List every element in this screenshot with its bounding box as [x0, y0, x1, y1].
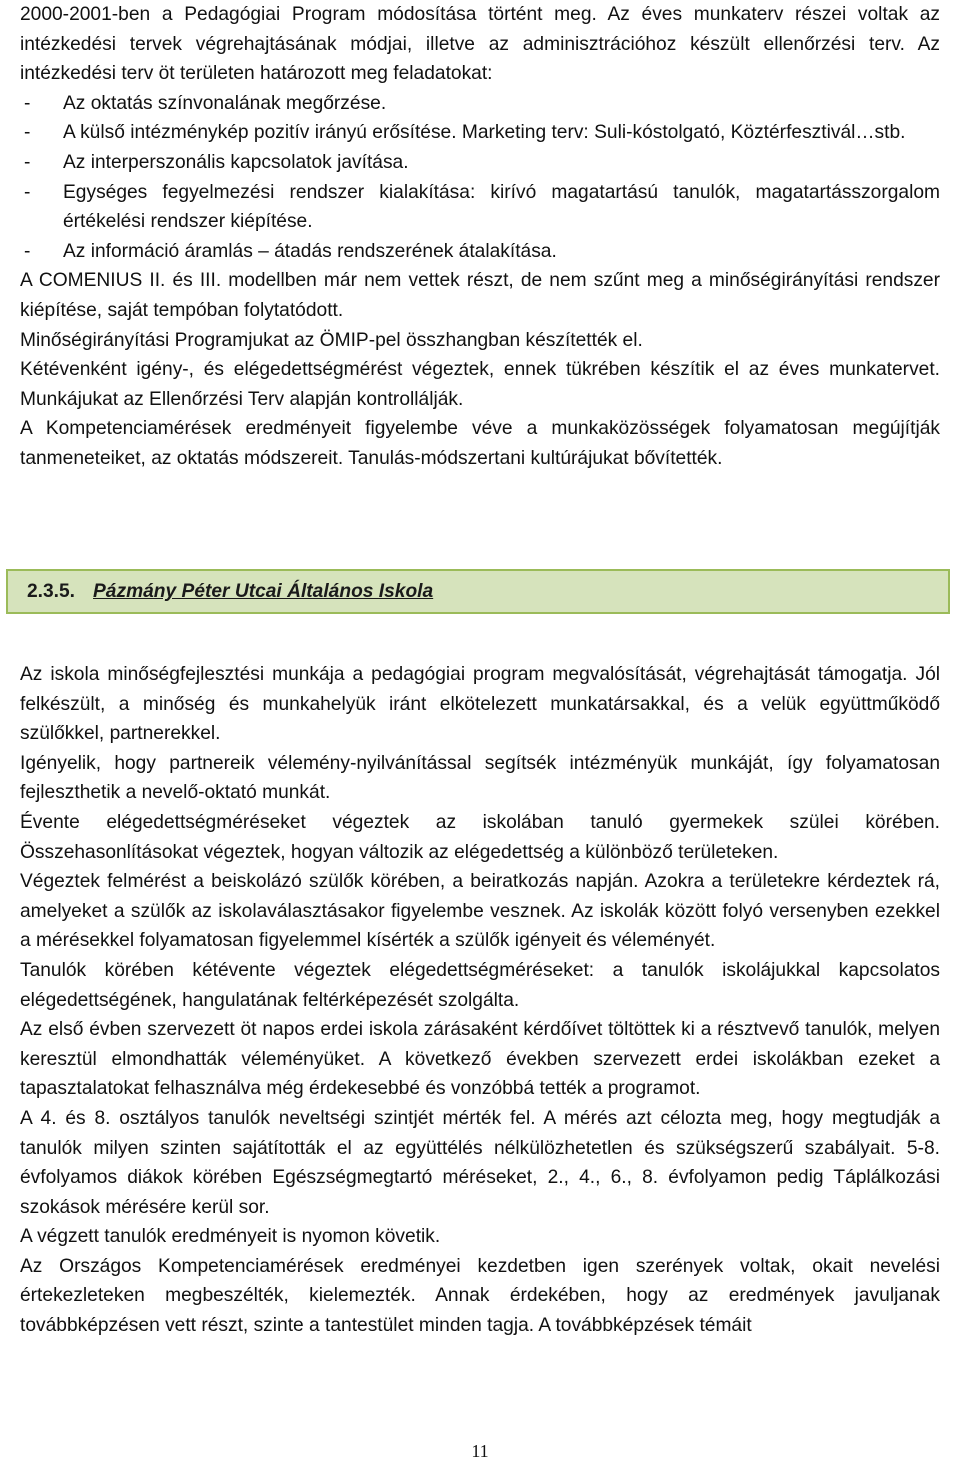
paragraph: Tanulók körében kétévente végeztek elégedettségméréseket: a tanulók iskolájukkal kapcsolatos elégedettségének, hangulatának feltérképezését szolgálta.: [20, 959, 940, 1011]
dash-bullet: -: [24, 181, 31, 203]
paragraph: Az első évben szervezett öt napos erdei iskola zárásaként kérdőívet töltöttek ki a résztvevő tanulók, melyen keresztül elmondhatták véleményüket. A következő években szervezett erdei iskolákban ezeket a tapasztalatokat felhasználva még érdekesebbé és vonzóbbá tették a programot.: [20, 1019, 940, 1100]
section-number: 2.3.5.: [27, 581, 76, 602]
paragraph: A Kompetenciamérések eredményeit figyelembe véve a munkaközösségek folyamatosan megújítják tanmeneteiket, az oktatás módszereit. Tanulás-módszertani kultúrájukat bővítették.: [20, 418, 940, 469]
list-item-text: A külső intézménykép pozitív irányú erősítése. Marketing terv: Suli-kóstolgató, Köztérfesztivál…stb.: [63, 122, 906, 144]
paragraph: Végeztek felmérést a beiskolázó szülők körében, a beiratkozás napján. Azokra a területekre kérdeztek rá, amelyeket a szülők az iskolaválasztásakor figyelembe vesznek. Az iskolák között folyó versenyben ezekkel a mérésekkel folyamatosan figyelemmel kísérték a szülők igényeit és véleményét.: [20, 871, 940, 952]
section-heading: [6, 569, 950, 614]
page-number: 11: [471, 1441, 489, 1461]
list-item-text: Az oktatás színvonalának megőrzése.: [63, 92, 387, 114]
paragraph: Az Országos Kompetenciamérések eredményei kezdetben igen szerények voltak, okait nevelési értekezleteken megbeszélték, kielemezték. Annak érdekében, hogy az eredmények javuljanak továbbképzésen vett részt, szinte a tantestület minden tagja. A továbbképzések témáit: [20, 1255, 940, 1337]
paragraph: A COMENIUS II. és III. modellben már nem vettek részt, de nem szűnt meg a minőségirányítási rendszer kiépítése, saját tempóban folytatódott.: [20, 270, 940, 321]
paragraph: Minőségirányítási Programjukat az ÖMIP-pel összhangban készítették el.: [20, 329, 643, 351]
list-item: [20, 89, 940, 119]
body-text-block: [20, 660, 940, 1341]
dash-bullet: -: [24, 151, 31, 173]
list-item-text: Az interperszonális kapcsolatok javítása.: [63, 151, 409, 173]
list-item: [20, 118, 940, 148]
list-item: [20, 148, 940, 178]
list-item-text: Egységes fegyelmezési rendszer kialakítása: kirívó magatartású tanulók, magatartásszorgalom értékelési rendszer kiépítése.: [63, 181, 940, 233]
paragraph: Kétévenként igény-, és elégedettségmérést végeztek, ennek tükrében készítik el az éves munkatervet. Munkájukat az Ellenőrzési Terv alapján kontrollálják.: [20, 359, 940, 410]
list-item-text: Az információ áramlás – átadás rendszerének átalakítása.: [63, 240, 557, 262]
paragraph: Igényelik, hogy partnereik vélemény-nyilvánítással segítsék intézményük munkáját, így folyamatosan fejleszthetik a nevelő-oktató munkát.: [20, 752, 940, 804]
dash-bullet: -: [24, 92, 31, 114]
dash-bullet: -: [24, 122, 31, 144]
top-text-block: [20, 0, 940, 474]
section-title: Pázmány Péter Utcai Általános Iskola: [93, 581, 434, 602]
paragraph: A végzett tanulók eredményeit is nyomon követik.: [20, 1226, 441, 1248]
paragraph: Évente elégedettségméréseket végeztek az iskolában tanuló gyermekek szülei körében. Összehasonlításokat végeztek, hogyan változik az elégedettség a különböző területeken.: [20, 811, 940, 863]
paragraph: A 4. és 8. osztályos tanulók neveltségi szintjét mérték fel. A mérés azt célozta meg, hogy megtudják a tanulók milyen szinten sajátították el az együttélés nélkülözhetetlen és szükségszerű szabályait. 5-8. évfolyamos diákok körében Egészségmegtartó méréseket, 2., 4., 6., 8. évfolyamon pedig Táplálkozási szokások mérésére kerül sor.: [20, 1107, 940, 1218]
intro-paragraph: 2000-2001-ben a Pedagógiai Program módosítása történt meg. Az éves munkaterv részei voltak az intézkedési tervek végrehajtásának módjai, illetve az adminisztrációhoz készült ellenőrzési terv. Az intézkedési terv öt területen határozott meg feladatokat:: [20, 4, 940, 85]
list-item: [20, 178, 940, 237]
dash-bullet: -: [24, 240, 31, 262]
list-item: [20, 237, 940, 267]
paragraph: Az iskola minőségfejlesztési munkája a pedagógiai program megvalósítását, végrehajtását támogatja. Jól felkészült, a minőség és munkahelyük iránt elkötelezett munkatársakkal, és a velük együttműködő szülőkkel, partnerekkel.: [20, 664, 940, 745]
task-list: [20, 89, 940, 267]
